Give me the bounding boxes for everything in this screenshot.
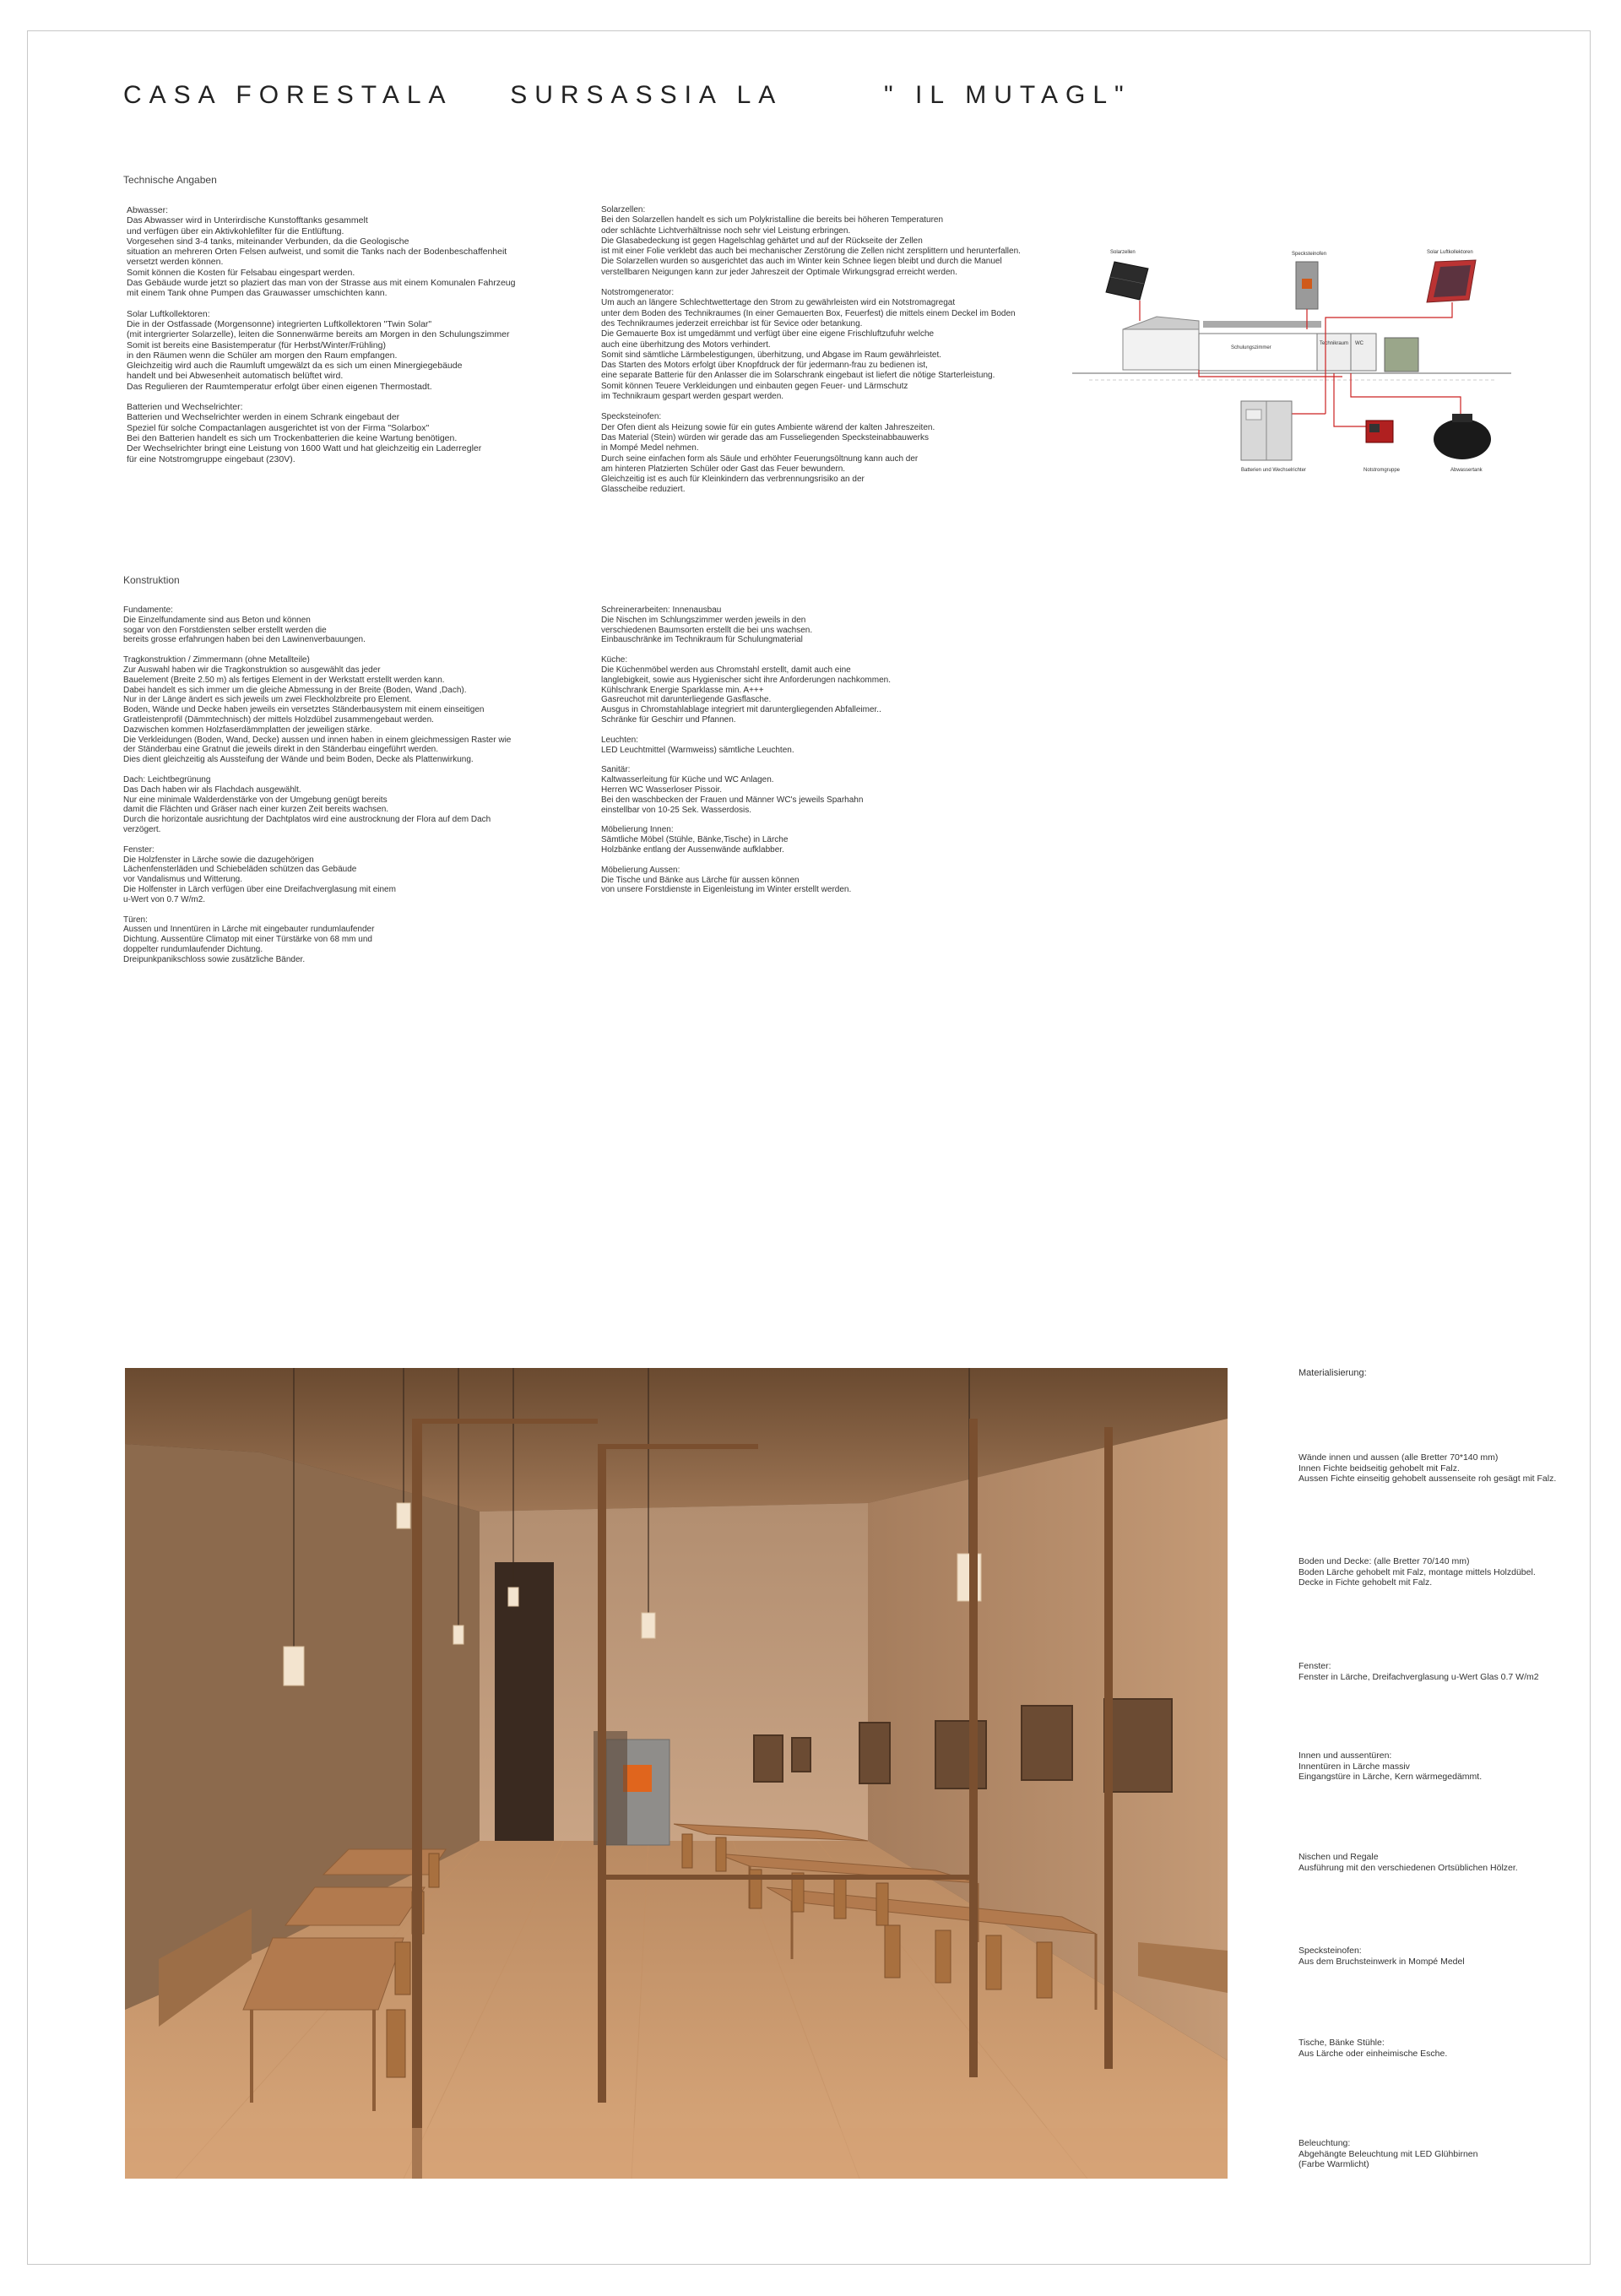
material-item-heading: Wände innen und aussen (alle Bretter 70*140 mm) bbox=[1298, 1452, 1499, 1463]
diagram-label-batterien: Batterien und Wechselrichter bbox=[1241, 468, 1306, 473]
material-item-line: Aus Lärche oder einheimische Esche. bbox=[1298, 2048, 1448, 2059]
technische-right-paragraph-heading: Solarzellen: bbox=[601, 205, 646, 214]
diagram-label-solarzellen: Solarzellen bbox=[1110, 250, 1136, 255]
technische-right-column bbox=[601, 205, 1021, 506]
diagram-label-notstromgruppe: Notstromgruppe bbox=[1363, 468, 1401, 473]
konstruktion-right-paragraph-heading: Möbelierung Innen: bbox=[601, 825, 674, 835]
technische-left-line: situation an mehreren Orten Felsen aufweist, und somit die Tanks nach der Bodenbeschaffenheit bbox=[127, 247, 507, 258]
konstruktion-right-line: Schränke für Geschirr und Pfannen. bbox=[601, 714, 736, 725]
konstruktion-left-line: sogar von den Forstdiensten selber erstellt werden die bbox=[123, 625, 327, 635]
konstruktion-left-paragraph bbox=[123, 655, 511, 765]
konstruktion-right-line: einstellbar von 10-25 Sek. Wasserdosis. bbox=[601, 805, 752, 815]
technische-right-line: im Technikraum gespart werden gespart werden. bbox=[601, 392, 784, 402]
technische-left-paragraph bbox=[127, 309, 516, 392]
technische-left-line: in den Räumen wenn die Schüler am morgen den Raum empfangen. bbox=[127, 350, 398, 361]
konstruktion-left-line: Nur eine minimale Walderdenstärke von der Umgebung genügt bereits bbox=[123, 795, 388, 805]
wastewater-tank-icon bbox=[1434, 414, 1491, 459]
technische-left-paragraph bbox=[127, 205, 516, 299]
material-item-heading: Nischen und Regale bbox=[1298, 1852, 1379, 1862]
konstruktion-left-line: Dabei handelt es sich immer um die gleiche Abmessung in der Breite (Boden, Wand ,Dach). bbox=[123, 685, 467, 695]
technische-left-line: Batterien und Wechselrichter werden in einem Schrank eingebaut der bbox=[127, 412, 400, 423]
konstruktion-left-paragraph bbox=[123, 775, 511, 835]
technische-right-line: Somit können Teuere Verkleidungen und einbauten gegen Feuer- und Lärmschutz bbox=[601, 381, 908, 391]
technische-right-line: in Mompé Medel nehmen. bbox=[601, 443, 699, 453]
konstruktion-left-line: damit die Flächten und Gräser nach einer kurzen Zeit bereits wachsen. bbox=[123, 805, 389, 815]
konstruktion-left-line: Die Holfenster in Lärch verfügen über eine Dreifachverglasung mit einem bbox=[123, 884, 396, 894]
material-item-heading: Innen und aussentüren: bbox=[1298, 1750, 1392, 1761]
air-collector-icon bbox=[1427, 260, 1476, 302]
technische-right-line: eine separate Batterie für den Anlasser die im Solarschrank eingebaut ist liefert die nötige Starterleistung. bbox=[601, 371, 995, 381]
material-item bbox=[1298, 1556, 1536, 1588]
konstruktion-right-paragraph-heading: Schreinerarbeiten: Innenausbau bbox=[601, 605, 722, 615]
konstruktion-right-paragraph bbox=[601, 866, 891, 895]
technische-right-line: oder schlächte Lichtverhältnisse noch sehr viel Leistung erbringen. bbox=[601, 225, 851, 236]
technische-left-line: und verfügen über ein Aktivkohlefilter für die Entlüftung. bbox=[127, 225, 344, 236]
technische-left-column bbox=[127, 205, 516, 475]
technische-left-line: Gleichzeitig wird auch die Raumluft umgewälzt da es sich um einen Minergiegebäude bbox=[127, 361, 463, 372]
section-heading-technische: Technische Angaben bbox=[123, 174, 217, 186]
konstruktion-left-column bbox=[123, 605, 511, 975]
konstruktion-right-paragraph bbox=[601, 655, 891, 725]
konstruktion-right-line: Die Nischen im Schlungszimmer werden jeweils in den bbox=[601, 615, 806, 625]
technische-left-line: Bei den Batterien handelt es sich um Trockenbatterien die keine Wartung benötigen. bbox=[127, 432, 458, 443]
technische-right-line: Gleichzeitig ist es auch für Kleinkindern das verbrennungsrisiko an der bbox=[601, 475, 865, 485]
material-item-heading: Tische, Bänke Stühle: bbox=[1298, 2038, 1385, 2048]
technische-right-line: Somit sind sämtliche Lärmbelestigungen, überhitzung, und Abgase im Raum gewährleistet. bbox=[601, 350, 941, 360]
konstruktion-left-line: Lächenfensterläden und Schiebeläden schützen das Gebäude bbox=[123, 865, 357, 875]
material-item bbox=[1298, 2038, 1447, 2059]
material-item bbox=[1298, 1750, 1482, 1783]
technische-left-line: (mit intergrierter Solarzelle), leiten die Sonnenwärme bereits am Morgen in den Schulungszimmer bbox=[127, 329, 510, 340]
diagram-label-schulungszimmer: Schulungszimmer bbox=[1231, 345, 1271, 350]
technische-left-paragraph-heading: Batterien und Wechselrichter: bbox=[127, 402, 243, 413]
konstruktion-left-line: Aussen und Innentüren in Lärche mit eingebauter rundumlaufender bbox=[123, 925, 375, 935]
konstruktion-right-line: Ausgus in Chromstahlablage integriert mit daruntergliegenden Abfalleimer.. bbox=[601, 705, 881, 715]
technische-right-line: Glasscheibe reduziert. bbox=[601, 485, 686, 495]
konstruktion-left-line: Dichtung. Aussentüre Climatop mit einer Türstärke von 68 mm und bbox=[123, 935, 372, 945]
konstruktion-right-line: Herren WC Wasserloser Pissoir. bbox=[601, 784, 722, 795]
material-item-heading: Beleuchtung: bbox=[1298, 2138, 1351, 2148]
konstruktion-right-line: Kaltwasserleitung für Küche und WC Anlagen. bbox=[601, 775, 774, 785]
konstruktion-left-line: u-Wert von 0.7 W/m2. bbox=[123, 894, 206, 904]
konstruktion-left-line: Dazwischen kommen Holzfaserdämmplatten der jeweiligen stärke. bbox=[123, 725, 372, 735]
konstruktion-right-paragraph bbox=[601, 735, 891, 756]
technische-left-line: für eine Notstromgruppe eingebaut (230V). bbox=[127, 453, 295, 464]
material-item-line: (Farbe Warmlicht) bbox=[1298, 2159, 1369, 2169]
konstruktion-right-paragraph-heading: Sanitär: bbox=[601, 765, 631, 775]
konstruktion-left-line: Dies dient gleichzeitig als Aussteifung der Wände und beim Boden, Decke als Plattenwirkung. bbox=[123, 755, 474, 765]
konstruktion-right-paragraph bbox=[601, 605, 891, 645]
konstruktion-right-paragraph-heading: Küche: bbox=[601, 655, 628, 665]
diagram-label-specksteinofen: Specksteinofen bbox=[1292, 252, 1327, 257]
konstruktion-left-line: bereits grosse erfahrungen haben bei den Lawinenverbauungen. bbox=[123, 635, 366, 645]
material-item-line: Abgehängte Beleuchtung mit LED Glühbirnen bbox=[1298, 2148, 1478, 2159]
technische-left-line: Somit ist bereits eine Basistemperatur (für Herbst/Winter/Frühling) bbox=[127, 339, 386, 350]
technische-left-line: Speziel für solche Compactanlagen ausgerichtet ist von der Firma "Solarbox" bbox=[127, 422, 430, 433]
konstruktion-right-line: Die Küchenmöbel werden aus Chromstahl erstellt, damit auch eine bbox=[601, 665, 851, 675]
konstruktion-right-paragraph bbox=[601, 825, 891, 855]
material-item bbox=[1298, 2138, 1477, 2170]
technische-left-paragraph-heading: Abwasser: bbox=[127, 205, 169, 215]
technische-right-line: auch eine überhitzung des Motors verhindert. bbox=[601, 339, 771, 350]
diagram-label-abwassertank: Abwassertank bbox=[1450, 468, 1483, 473]
material-item-line: Decke in Fichte gehobelt mit Falz. bbox=[1298, 1577, 1433, 1588]
material-item-line: Ausführung mit den verschiedenen Ortsüblichen Hölzer. bbox=[1298, 1862, 1518, 1873]
material-item bbox=[1298, 1946, 1465, 1967]
page-title: CASA FORESTALA SURSASSIA LA " IL MUTAGL" bbox=[123, 81, 1131, 109]
konstruktion-right-line: Holzbänke entlang der Aussenwände aufklabber. bbox=[601, 844, 784, 855]
konstruktion-left-line: Zur Auswahl haben wir die Tragkonstruktion so ausgewählt das jeder bbox=[123, 665, 381, 675]
konstruktion-right-line: LED Leuchtmittel (Warmweiss) sämtliche Leuchten. bbox=[601, 745, 794, 755]
konstruktion-left-paragraph-heading: Dach: Leichtbegrünung bbox=[123, 774, 211, 784]
generator-icon bbox=[1366, 421, 1393, 442]
materialisierung-heading: Materialisierung: bbox=[1298, 1368, 1367, 1378]
diagram-label-technikraum: Technikraum bbox=[1320, 341, 1349, 346]
technische-left-line: Das Gebäude wurde jetzt so plaziert das man von der Strasse aus mit einem Komunalen Fahrzeug bbox=[127, 278, 516, 289]
material-item bbox=[1298, 1661, 1539, 1682]
material-item bbox=[1298, 1852, 1518, 1873]
material-item-heading: Fenster: bbox=[1298, 1661, 1331, 1671]
konstruktion-left-paragraph-heading: Tragkonstruktion / Zimmermann (ohne Metallteile) bbox=[123, 655, 310, 665]
technische-left-paragraph-heading: Solar Luftkollektoren: bbox=[127, 308, 210, 319]
technische-right-paragraph bbox=[601, 288, 1021, 402]
technische-right-paragraph-heading: Notstromgenerator: bbox=[601, 288, 675, 298]
material-item-heading: Specksteinofen: bbox=[1298, 1946, 1362, 1956]
technische-right-line: Das Material (Stein) würden wir gerade das am Fusseliegenden Specksteinabbauwerks bbox=[601, 432, 929, 442]
konstruktion-left-paragraph bbox=[123, 915, 511, 965]
konstruktion-left-paragraph-heading: Türen: bbox=[123, 915, 148, 925]
material-item-line: Aus dem Bruchsteinwerk in Mompé Medel bbox=[1298, 1956, 1465, 1967]
technische-left-line: Das Regulieren der Raumtemperatur erfolgt über einen eigenen Thermostadt. bbox=[127, 381, 432, 392]
konstruktion-right-paragraph-heading: Möbelierung Aussen: bbox=[601, 865, 680, 875]
konstruktion-right-line: Sämtliche Möbel (Stühle, Bänke,Tische) in Lärche bbox=[601, 835, 789, 845]
konstruktion-right-column bbox=[601, 605, 891, 905]
konstruktion-right-line: verschiedenen Baumsorten erstellt die bei uns wachsen. bbox=[601, 625, 813, 635]
technische-left-line: Der Wechselrichter bringt eine Leistung von 1600 Watt und hat gleichzeitig ein Laderregler bbox=[127, 443, 482, 454]
konstruktion-left-line: Nur in der Länge ändert es sich jeweils um zwei Fleckholzbreite pro Element. bbox=[123, 695, 412, 705]
konstruktion-left-line: Dreipunkpanikschloss sowie zusätzliche Bänder. bbox=[123, 954, 306, 964]
technische-right-line: Die Solarzellen wurden so ausgerichtet das auch im Winter kein Schnee liegen bleibt und durch die Manuel bbox=[601, 257, 1002, 267]
konstruktion-right-line: Gasreuchot mit darunterliegende Gasflasche. bbox=[601, 695, 772, 705]
konstruktion-left-paragraph-heading: Fundamente: bbox=[123, 605, 173, 615]
konstruktion-right-line: Bei den waschbecken der Frauen und Männer WC's jeweils Sparhahn bbox=[601, 795, 864, 805]
konstruktion-right-paragraph bbox=[601, 765, 891, 815]
technische-right-line: des Technikraumes jederzeit erreichbar ist für Sevice oder betankung. bbox=[601, 318, 863, 328]
konstruktion-right-line: von unsere Forstdienste in Eigenleistung im Winter erstellt werden. bbox=[601, 885, 852, 895]
konstruktion-left-paragraph-heading: Fenster: bbox=[123, 844, 155, 855]
material-item-heading: Boden und Decke: (alle Bretter 70/140 mm) bbox=[1298, 1556, 1470, 1566]
konstruktion-left-line: Durch die horizontale ausrichtung der Dachtplatos wird eine austrocknung der Flora auf dem Dach bbox=[123, 815, 491, 825]
technische-right-line: Um auch an längere Schlechtwettertage den Strom zu gewährleisten wird ein Notstromagregat bbox=[601, 298, 956, 308]
konstruktion-left-line: vor Vandalismus und Witterung. bbox=[123, 875, 242, 885]
technische-left-line: mit einem Tank ohne Pumpen das Grauwasser umschichten kann. bbox=[127, 288, 388, 299]
konstruktion-right-line: Einbauschränke im Technikraum für Schulungmaterial bbox=[601, 635, 803, 645]
technische-right-line: Das Starten des Motors erfolgt über Knopfdruck der für jedermann-frau zu bedienen ist, bbox=[601, 361, 928, 371]
technische-right-line: verstellbaren Neigungen kann zur jeder Jahreszeit der Optimale Wirkungsgrad erreicht werden. bbox=[601, 267, 957, 277]
konstruktion-left-paragraph bbox=[123, 845, 511, 905]
technische-right-line: Bei den Solarzellen handelt es sich um Polykristalline die bereits bei höheren Temperaturen bbox=[601, 215, 944, 225]
technische-left-line: handelt und bei Abwesenheit automatisch belüftet wird. bbox=[127, 371, 344, 382]
konstruktion-right-paragraph-heading: Leuchten: bbox=[601, 735, 638, 745]
material-item-line: Aussen Fichte einseitig gehobelt aussenseite roh gesägt mit Falz. bbox=[1298, 1474, 1557, 1484]
konstruktion-left-line: Die Verkleidungen (Boden, Wand, Decke) aussen und innen haben in einem gleichmessigen Raster wie bbox=[123, 735, 512, 745]
technische-left-line: versetzt werden können. bbox=[127, 257, 224, 268]
technische-left-line: Somit können die Kosten für Felsabau eingespart werden. bbox=[127, 267, 355, 278]
material-item-line: Eingangstüre in Lärche, Kern wärmegedämmt. bbox=[1298, 1772, 1483, 1782]
material-item-line: Boden Lärche gehobelt mit Falz, montage mittels Holzdübel. bbox=[1298, 1566, 1536, 1577]
konstruktion-left-line: Die Einzelfundamente sind aus Beton und können bbox=[123, 615, 311, 625]
diagram-label-solar-luftkollektoren: Solar Luftkollektoren bbox=[1427, 250, 1473, 255]
energy-diagram bbox=[1072, 236, 1511, 481]
konstruktion-left-paragraph bbox=[123, 605, 511, 645]
konstruktion-left-line: Bauelement (Breite 2.50 m) als fertiges Element in der Werkstatt erstellt werden kann. bbox=[123, 675, 445, 685]
section-heading-konstruktion: Konstruktion bbox=[123, 574, 180, 586]
technische-right-paragraph bbox=[601, 205, 1021, 278]
technische-right-paragraph-heading: Specksteinofen: bbox=[601, 412, 662, 422]
battery-cabinet-icon bbox=[1241, 401, 1292, 460]
stove-icon bbox=[1296, 262, 1318, 309]
material-item-line: Innentüren in Lärche massiv bbox=[1298, 1761, 1410, 1772]
konstruktion-left-line: doppelter rundumlaufender Dichtung. bbox=[123, 944, 263, 954]
technische-left-line: Das Abwasser wird in Unterirdische Kunstofftanks gesammelt bbox=[127, 215, 368, 226]
interior-rendering bbox=[125, 1368, 1228, 2179]
konstruktion-left-line: Die Holzfenster in Lärche sowie die dazugehörigen bbox=[123, 855, 314, 865]
konstruktion-left-line: verzögert. bbox=[123, 824, 161, 834]
konstruktion-left-line: Das Dach haben wir als Flachdach ausgewählt. bbox=[123, 784, 301, 795]
solar-panel-icon bbox=[1106, 262, 1148, 300]
technische-right-line: Durch seine einfachen form als Säule und erhöhter Feuerungsöltnung kann auch der bbox=[601, 453, 919, 464]
konstruktion-left-line: der Ständerbau eine Gratnut die jeweils direkt in den Ständerbau eingeführt werden. bbox=[123, 745, 439, 755]
technische-left-paragraph bbox=[127, 402, 516, 464]
konstruktion-left-line: Boden, Wände und Decke haben jeweils ein versetztes Ständerbausystem mit einem einseitigen bbox=[123, 705, 485, 715]
diagram-label-wc: WC bbox=[1355, 341, 1363, 346]
konstruktion-right-line: Kühlschrank Energie Sparklasse min. A+++ bbox=[601, 685, 764, 695]
technische-right-paragraph bbox=[601, 412, 1021, 495]
konstruktion-left-line: Gratleistenprofil (Dämmtechnisch) der mittels Holzdübel zusammengebaut werden. bbox=[123, 714, 434, 725]
technische-right-line: am hinteren Platzierten Schüler oder Gast das Feuer bewundern. bbox=[601, 464, 846, 474]
technische-right-line: unter dem Boden des Technikraumes (In einer Gemauerten Box, Feuerfest) die mittels einem Deckel im Boden bbox=[601, 308, 1016, 318]
konstruktion-right-line: Die Tische und Bänke aus Lärche für aussen können bbox=[601, 875, 800, 885]
technische-left-line: Die in der Ostfassade (Morgensonne) integrierten Luftkollektoren "Twin Solar" bbox=[127, 318, 432, 329]
konstruktion-right-line: langlebigkeit, sowie aus Hygienischer sicht ihre Anforderungen nachkommen. bbox=[601, 675, 891, 685]
technische-right-line: ist mit einer Folie verklebt das auch bei mechanischer Zerstörung die Zellen nicht zersplittern und herunterfallen. bbox=[601, 247, 1021, 257]
technische-right-line: Die Glasabedeckung ist gegen Hagelschlag gehärtet und auf der Rückseite der Zellen bbox=[601, 236, 923, 246]
material-item-line: Fenster in Lärche, Dreifachverglasung u-Wert Glas 0.7 W/m2 bbox=[1298, 1671, 1539, 1682]
material-item-line: Innen Fichte beidseitig gehobelt mit Falz. bbox=[1298, 1463, 1460, 1474]
material-item bbox=[1298, 1452, 1556, 1485]
building-section bbox=[1072, 317, 1511, 380]
technische-left-line: Vorgesehen sind 3-4 tanks, miteinander Verbunden, da die Geologische bbox=[127, 236, 409, 247]
technische-right-line: Die Gemauerte Box ist umgedämmt und verfügt über eine eigene Frischluftzufuhr welche bbox=[601, 329, 935, 339]
technische-right-line: Der Ofen dient als Heizung sowie für ein gutes Ambiente wärend der kalten Jahreszeiten. bbox=[601, 422, 935, 432]
